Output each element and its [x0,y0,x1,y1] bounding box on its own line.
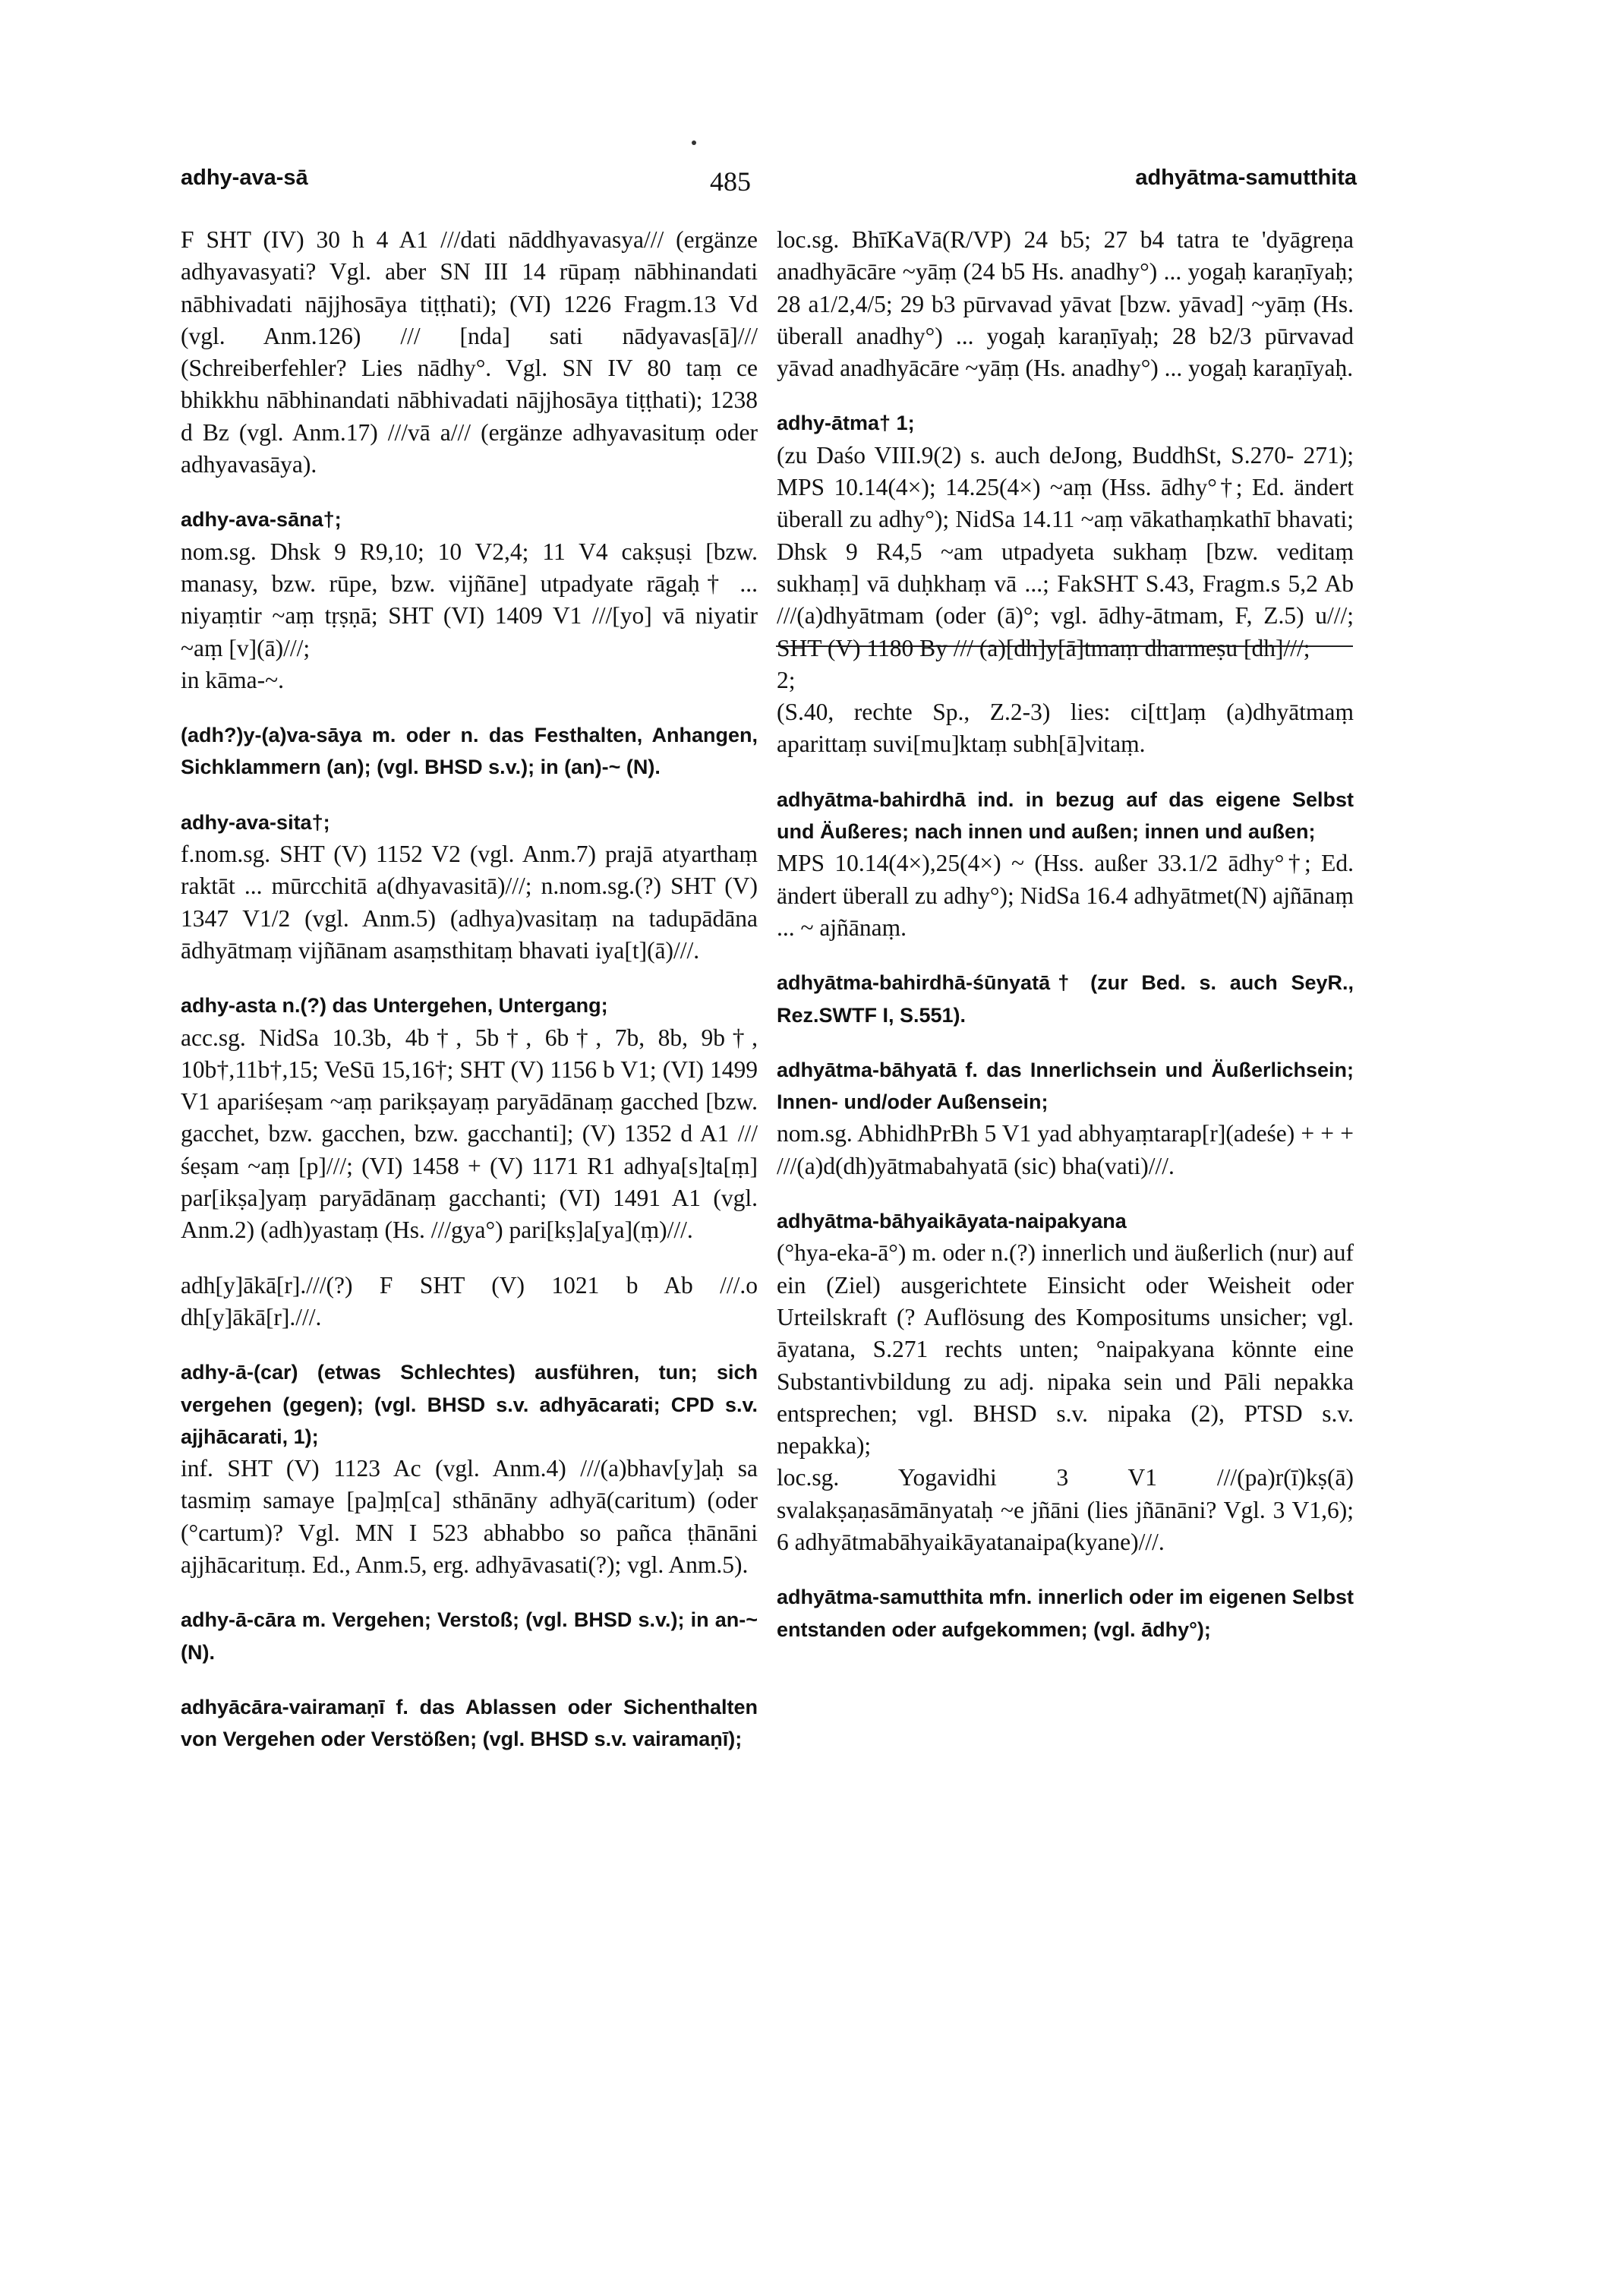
entry-body: MPS 10.14(4×),25(4×) ~ (Hss. außer 33.1/2 ādhy°†; Ed. ändert überall zu adhy°); NidSa 16.4 adhyātmet(N) ajñānaṃ ... ~ ajñānaṃ. [777,850,1354,941]
dictionary-entry [181,1356,758,1581]
entry-headword: adhy-asta n.(?) das Untergehen, Untergang; [181,994,608,1018]
entry-body: 2; [777,666,796,693]
entry-body: (°hya-eka-ā°) m. oder n.(?) innerlich und äußerlich (nur) auf ein (Ziel) ausgerichtete Einsicht oder Weisheit oder Urteilskraft (? Auflösung des Kompositums unsicher; vgl. āyatana, S.271 rechts unten; °naipakyana könnte eine Substantivbildung zu adj. nipaka sein und Pāli nepakka entsprechen; vgl. BHSD s.v. nipaka (2), PTSD s.v. nepakka); [777,1239,1354,1460]
entry-body: nom.sg. AbhidhPrBh 5 V1 yad abhyaṃtarap[r](adeśe) + + + ///(a)d(dh)yātmabahyatā (sic) bha(vati)///. [777,1120,1354,1179]
entry-body: inf. SHT (V) 1123 Ac (vgl. Anm.4) ///(a)bhav[y]aḥ sa tasmiṃ samaye [pa]ṃ[ca] sthānāny adhyā(caritum) (oder (°cartum)? Vgl. MN I 523 abhabbo so pañca ṭhānāni ajjhācarituṃ. Ed., Anm.5, erg. adhyāvasati(?); vgl. Anm.5). [181,1455,758,1578]
dictionary-entry [181,503,758,696]
running-head-right: adhyātma-samutthita [1135,166,1357,190]
left-column [181,224,758,1778]
entry-headword: adhyātma-bahirdhā-śūnyatā† (zur Bed. s. auch SeyR., Rez.SWTF I, S.551). [777,971,1354,1027]
entry-body: in kāma-~. [181,666,284,693]
entry-headword: (adh?)y-(a)va-sāya m. oder n. das Festhalten, Anhangen, Sichklammern (an); (vgl. BHSD s.v.); in (an)-~ (N). [181,724,758,779]
entry-headword: adhy-ā-(car) (etwas Schlechtes) ausführen, tun; sich vergehen (gegen); (vgl. BHSD s.v. adhyācarati; CPD s.v. ajjhācarati, 1); [181,1361,758,1448]
entry-headword: adhy-ā-cāra m. Vergehen; Verstoß; (vgl. BHSD s.v.); in an-~ (N). [181,1608,758,1664]
entry-headword: adhy-ātma† 1; [777,412,915,435]
dictionary-entry [181,1604,758,1668]
page-number: 485 [710,166,751,197]
entry-body: F SHT (IV) 30 h 4 A1 ///dati nāddhyavasya/// (ergänze adhyavasyati? Vgl. aber SN III 14 rūpaṃ nābhinandati nābhivadati nājjhosāya tiṭṭhati); (VI) 1226 Fragm.13 Vd (vgl. Anm.126) /// [nda] sati nādyavas[ā]/// (Schreiberfehler? Lies nādhy°. Vgl. SN IV 80 taṃ ce bhikkhu nābhinandati nābhivadati nājjhosāya tiṭṭhati); 1238 d Bz (vgl. Anm.17) ///vā a/// (ergänze adhyavasituṃ oder adhyavasāya). [181,226,758,478]
dictionary-entry [777,1054,1354,1182]
dictionary-entry [777,1581,1354,1646]
entry-body: adh[y]ākā[r].///(?) F SHT (V) 1021 b Ab ///.o dh[y]ākā[r].///. [181,1271,758,1330]
entry-headword: adhyātma-bāhyaikāyata-naipakyana [777,1210,1127,1233]
dictionary-entry [777,224,1354,384]
entry-body: f.nom.sg. SHT (V) 1152 V2 (vgl. Anm.7) prajā atyarthaṃ raktāt ... mūrcchitā a(dhyavasitā)///; n.nom.sg.(?) SHT (V) 1347 V1/2 (vgl. Anm.5) (adhya)vasitaṃ na tadupādāna ādhyātmaṃ vijñānam asaṃsthitaṃ bhavati iya[t](ā)///. [181,841,758,964]
entry-body: loc.sg. BhīKaVā(R/VP) 24 b5; 27 b4 tatra te 'dyāgreṇa anadhyācāre ~yāṃ (24 b5 Hs. anadhy°) ... yogaḥ karaṇīyaḥ; 28 a1/2,4/5; 29 b3 pūrvavad yāvat [bzw. yāvad] ~yāṃ (Hs. überall anadhy°) ... yogaḥ karaṇīyaḥ; 28 b2/3 pūrvavad yāvad anadhyācāre ~yāṃ (Hs. anadhy°) ... yogaḥ karaṇīyaḥ. [777,226,1354,382]
entry-body: acc.sg. NidSa 10.3b, 4b†, 5b†, 6b†, 7b, 8b, 9b†, 10b†,11b†,15; VeSū 15,16†; SHT (V) 1156 b V1; (VI) 1499 V1 apariśeṣam ~aṃ parikṣayaṃ paryādānaṃ gacched [bzw. gacchet, bzw. gacchen, bzw. gacchanti]; (V) 1352 d A1 ///śeṣam ~aṃ [p]///; (VI) 1458 + (V) 1171 R1 adhya[s]ta[ṃ] par[ikṣa]yaṃ paryādānaṃ gacchanti; (VI) 1491 A1 (vgl. Anm.2) (adh)yastaṃ (Hs. ///gya°) pari[kṣ]a[ya](ṃ)///. [181,1024,758,1244]
entry-body: (S.40, rechte Sp., Z.2-3) lies: ci[tt]aṃ (a)dhyātmaṃ aparittaṃ suvi[mu]ktaṃ subh[ā]vitaṃ. [777,699,1354,758]
dictionary-entry [777,967,1354,1031]
entry-headword: adhyātma-samutthita mfn. innerlich oder im eigenen Selbst entstanden oder aufgekommen; (vgl. ādhy°); [777,1586,1354,1641]
entry-headword: adhyātma-bāhyatā f. das Innerlichsein und Äußerlichsein; Innen- und/oder Außensein; [777,1058,1354,1114]
entry-body: nom.sg. Dhsk 9 R9,10; 10 V2,4; 11 V4 cakṣuṣi [bzw. manasy, bzw. rūpe, bzw. vijñāne] utpadyate rāgaḥ† ... niyaṃtir ~aṃ tṛṣṇā; SHT (VI) 1409 V1 ///[yo] vā niyatir ~aṃ [v](ā)///; [181,538,758,661]
dictionary-entry [777,407,1354,760]
dictionary-entry [181,224,758,481]
dictionary-entry [777,784,1354,944]
running-head-left: adhy-ava-sā [181,166,308,190]
dictionary-entry [181,806,758,967]
entry-headword: adhy-ava-sita†; [181,810,330,834]
dictionary-entry [181,1270,758,1334]
entry-headword: adhy-ava-sāna†; [181,508,342,532]
entry-headword: adhyātma-bahirdhā ind. in bezug auf das eigene Selbst und Äußeres; nach innen und außen; innen und außen; [777,787,1354,844]
dictionary-entry [181,989,758,1246]
dictionary-entry [181,719,758,784]
entry-body: (zu Daśo VIII.9(2) s. auch deJong, BuddhSt, S.270- 271); MPS 10.14(4×); 14.25(4×) ~aṃ (Hss. ādhy°†; Ed. ändert überall zu adhy°); NidSa 14.11 ~aṃ vākathaṃkathī bhavati; Dhsk 9 R4,5 ~am utpadyeta sukhaṃ [bzw. veditaṃ sukhaṃ] vā duḥkhaṃ vā ...; FakSHT S.43, Fragm.s 5,2 Ab ///(a)dhyātmam (oder (ā)°; vgl. ādhy-ātmam, F, Z.5) u///; SHT (V) 1180 By /// (a)[dh]y[ā]tmaṃ dharmeṣu [dh]///; [777,441,1354,661]
dictionary-entry [181,1691,758,1756]
page-speck [692,140,696,145]
dictionary-entry [777,1205,1354,1558]
right-column [777,224,1354,1668]
entry-body: loc.sg. Yogavidhi 3 V1 ///(pa)r(ī)kṣ(ā) svalakṣaṇasāmānyataḥ ~e jñāni (lies jñānāni? Vgl. 3 V1,6); 6 adhyātmabāhyaikāyatanaipa(kyane)///. [777,1464,1354,1555]
entry-headword: adhyācāra-vairamaṇī f. das Ablassen oder Sichenthalten von Vergehen oder Verstößen; (vgl. BHSD s.v. vairamaṇī); [181,1695,758,1751]
